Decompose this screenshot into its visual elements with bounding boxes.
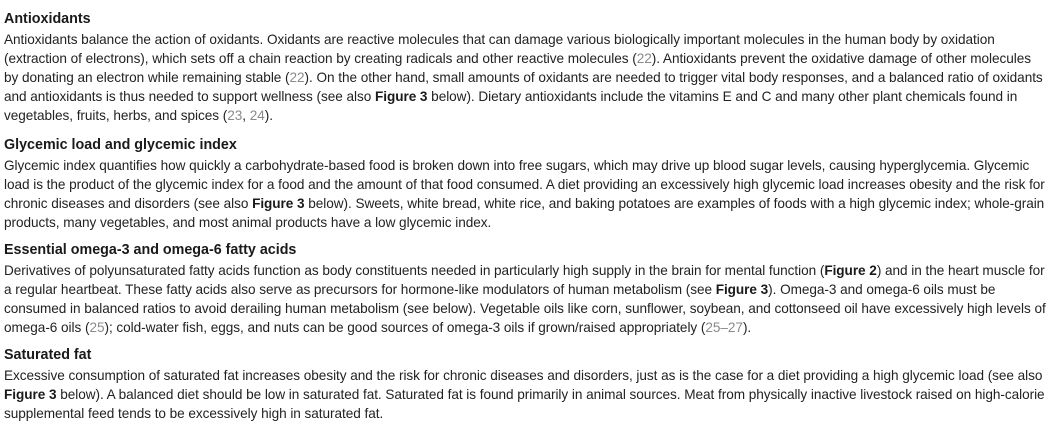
body-text-segment: ). bbox=[742, 320, 752, 335]
body-text-segment: Excessive consumption of saturated fat increases obesity and the risk for chronic diseases and disorders, just as is the case for a diet providing a high glycemic load (see also bbox=[4, 368, 1043, 383]
entry-heading: Glycemic load and glycemic index bbox=[4, 137, 237, 153]
glossary-entry bbox=[4, 346, 1047, 423]
body-text-segment: ). Antioxidants prevent the oxidative damage of other molecules by donating an electron while remaining stable ( bbox=[4, 51, 1031, 85]
body-text-segment: ); cold-water fish, eggs, and nuts can be good sources of omega-3 oils if grown/raised appropriately ( bbox=[104, 320, 706, 335]
body-text-segment: Derivatives of polyunsaturated fatty acids function as body constituents needed in particularly high supply in the brain for mental function ( bbox=[4, 263, 825, 278]
body-text-segment: ). On the other hand, small amounts of oxidants are needed to trigger vital body responses, and a balanced ratio of oxidants and antioxidants is thus needed to support wellness (see also bbox=[4, 70, 1043, 104]
entry-body bbox=[4, 156, 1047, 232]
body-text-segment: ). bbox=[264, 108, 273, 123]
figure-link[interactable]: Figure 3 bbox=[252, 196, 305, 211]
body-text-segment: ) and in the heart muscle for a regular heartbeat. These fatty acids also serve as precursors for hormone-like modulators of human metabolism (see bbox=[4, 263, 1045, 297]
reference-link[interactable]: 25 bbox=[89, 320, 105, 335]
figure-link[interactable]: Figure 2 bbox=[824, 263, 877, 278]
entry-body bbox=[4, 261, 1047, 337]
figure-link[interactable]: Figure 3 bbox=[374, 89, 428, 104]
entry-body bbox=[4, 30, 1047, 125]
body-text-segment: , bbox=[242, 108, 250, 123]
reference-link[interactable]: 23 bbox=[227, 108, 243, 123]
body-text-segment: ). Omega-3 and omega-6 oils must be consumed in balanced ratios to avoid derailing human metabolism (see below). Vegetable oils like corn, sunflower, soybean, and cottonseed oil have excessively high levels of omega-6 oils ( bbox=[4, 282, 1046, 335]
reference-link[interactable]: 24 bbox=[249, 108, 265, 123]
body-text-segment: below). A balanced diet should be low in saturated fat. Saturated fat is found primarily in animal sources. Meat from physically inactive livestock raised on high-calorie supplemental feed tends to be excessively high in saturated fat. bbox=[4, 387, 1045, 421]
glossary-entry bbox=[4, 10, 1047, 125]
entry-heading: Essential omega-3 and omega-6 fatty acids bbox=[4, 242, 297, 258]
entry-body bbox=[4, 366, 1047, 423]
body-text-segment: below). Sweets, white bread, white rice, and baking potatoes are examples of foods with a high glycemic index; whole-grain products, many vegetables, and most animal products have a low glycemic index. bbox=[4, 196, 1045, 230]
reference-link[interactable]: 22 bbox=[289, 70, 305, 85]
reference-link[interactable]: 22 bbox=[636, 51, 652, 66]
entry-heading: Saturated fat bbox=[4, 347, 92, 363]
glossary-entry bbox=[4, 241, 1047, 337]
body-text-segment: below). Dietary antioxidants include the vitamins E and C and many other plant chemicals found in vegetables, fruits, herbs, and spices ( bbox=[4, 89, 1018, 123]
reference-link[interactable]: 25–27 bbox=[705, 320, 743, 335]
glossary-entry bbox=[4, 136, 1047, 232]
body-text-segment: Glycemic index quantifies how quickly a carbohydrate-based food is broken down into free sugars, which may drive up blood sugar levels, causing hyperglycemia. Glycemic load is the product of the glycemic index for a food and the amount of that food consumed. A diet providing an excessively high glycemic load increases obesity and the risk for chronic diseases and disorders (see also bbox=[4, 158, 1045, 211]
body-text-segment: Antioxidants balance the action of oxidants. Oxidants are reactive molecules that can damage various biologically important molecules in the human body by oxidation (extraction of electrons), which sets off a chain reaction by creating radicals and other reactive molecules ( bbox=[4, 32, 995, 66]
entry-heading: Antioxidants bbox=[4, 11, 91, 27]
figure-link[interactable]: Figure 3 bbox=[715, 282, 769, 297]
figure-link[interactable]: Figure 3 bbox=[4, 387, 57, 402]
